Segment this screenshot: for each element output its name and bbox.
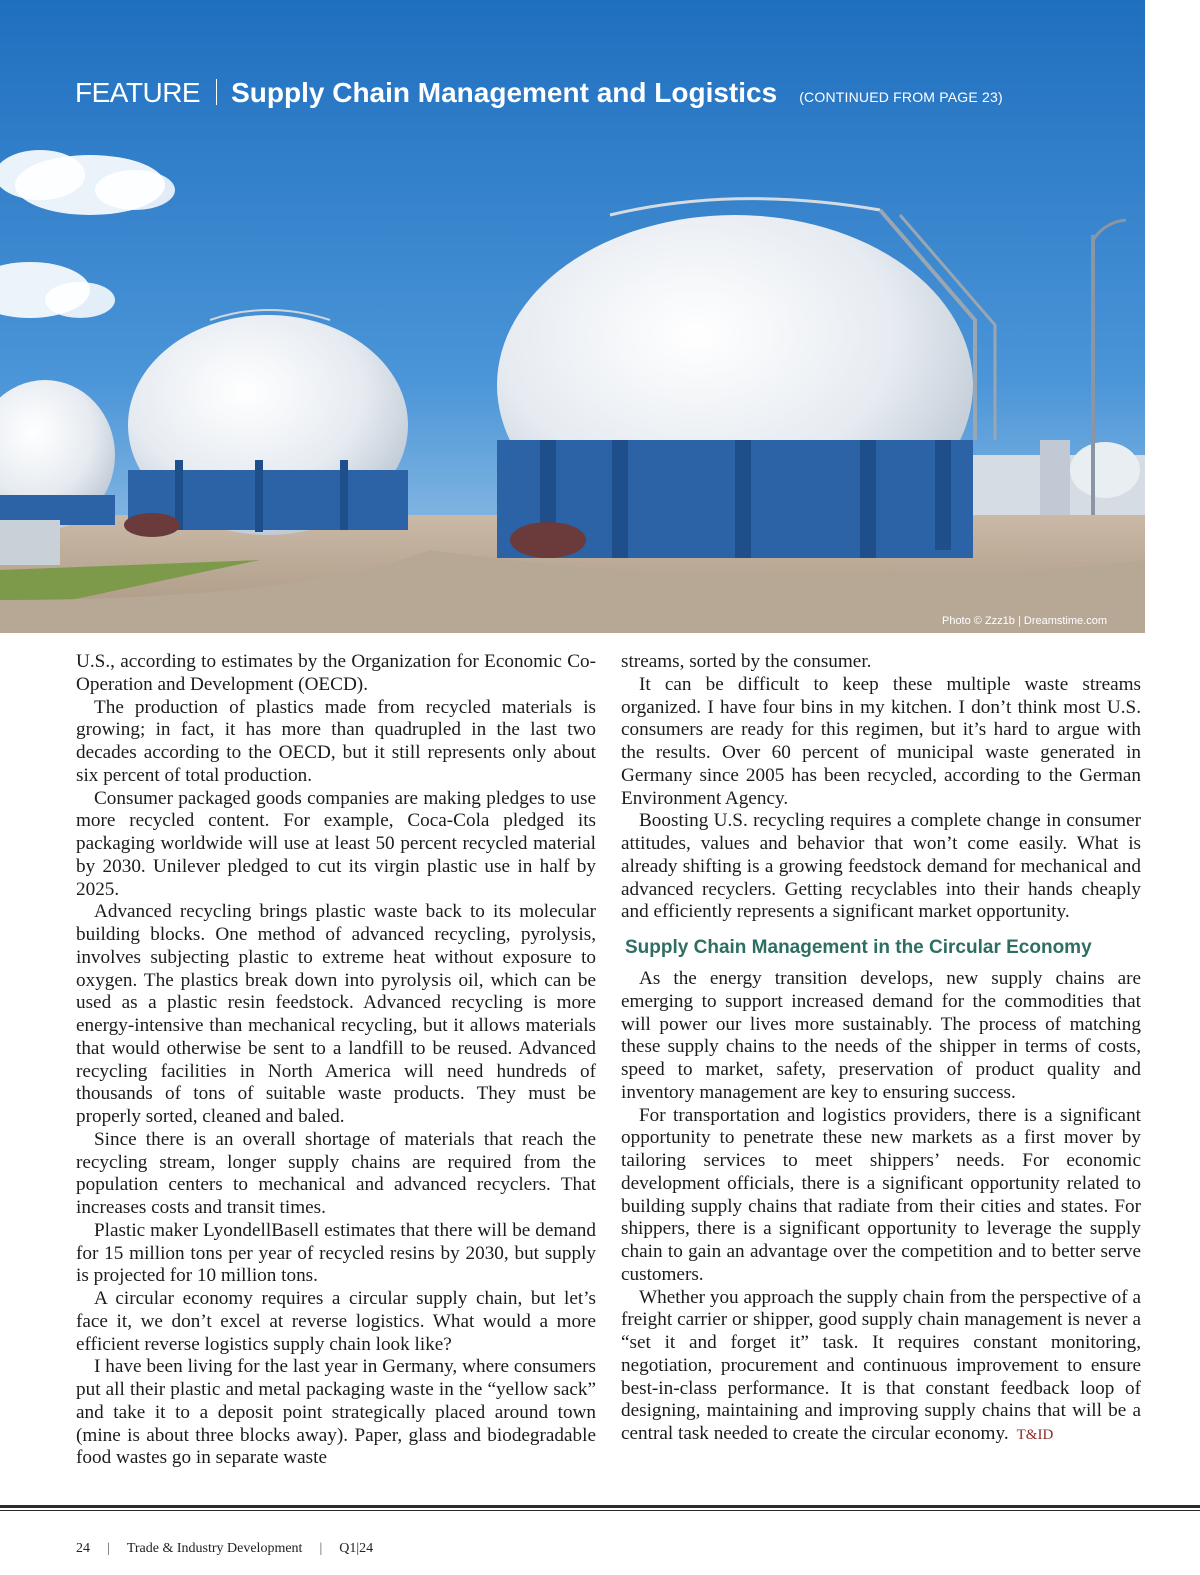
paragraph-text: Whether you approach the supply chain from the perspective of a freight carrier or shipper, good supply chain management is never a “set it and forget it” task. It requires constant monitoring, negotiation, procurement and continuous improvement to ensure best-in-class performance. It is that constant feedback loop of designing, maintaining and improving supply chains that will be a central task needed to create the circular economy. (621, 1286, 1141, 1444)
footer-rule-thin (0, 1510, 1200, 1511)
page-footer (76, 1541, 373, 1557)
paragraph: Advanced recycling brings plastic waste back to its molecular building blocks. One method of advanced recycling, pyrolysis, involves subjecting plastic to extreme heat without exposure to oxygen. The plastics break down into pyrolysis oil, which can be used as a plastic resin feedstock. Advanced recycling is more energy-intensive than mechanical recycling, but it allows materials that would otherwise be sent to a landfill to be reused. Advanced recycling facilities in North America will need hundreds of thousands of tons of suitable waste products. They must be properly sorted, cleaned and baled. (76, 901, 596, 1127)
paragraph: I have been living for the last year in Germany, where consumers put all their plastic and metal packaging waste in the “yellow sack” and take it to a deposit point strategically placed around town (mine is about three blocks away). Paper, glass and biodegradable food wastes go in separate waste (76, 1356, 596, 1469)
paragraph: A circular economy requires a circular supply chain, but let’s face it, we don’t excel at reverse logistics. What would a more efficient reverse logistics supply chain look like? (76, 1288, 596, 1355)
paragraph: The production of plastics made from recycled materials is growing; in fact, it has more than quadrupled in the last two decades according to the OECD, but it still represents only about six percent of total production. (76, 696, 596, 786)
section-subheading: Supply Chain Management in the Circular Economy (625, 937, 1092, 958)
left-column (76, 651, 596, 1470)
page-number: 24 (76, 1541, 90, 1556)
feature-title: Supply Chain Management and Logistics (231, 77, 778, 108)
continued-note: (CONTINUED FROM PAGE 23) (799, 89, 1003, 105)
right-column (621, 651, 1141, 1447)
paragraph: streams, sorted by the consumer. (621, 651, 872, 672)
section-kicker: FEATURE (75, 77, 201, 108)
paragraph: Plastic maker LyondellBasell estimates that there will be demand for 15 million tons per year of recycled resins by 2030, but supply is projected for 10 million tons. (76, 1219, 596, 1287)
footer-divider: | (107, 1541, 110, 1556)
feature-header (75, 76, 1003, 109)
footer-divider: | (319, 1541, 323, 1556)
publication-name: Trade & Industry Development (126, 1541, 303, 1556)
header-divider (216, 79, 217, 105)
paragraph: For transportation and logistics providers, there is a significant opportunity to penetrate these new markets as a first mover by tailoring services to meet shippers’ needs. For economic development officials, there is a significant opportunity related to building supply chains that radiate from their cities and states. For shippers, there is a significant opportunity to leverage the supply chain to gain an advantage over the competition and to better serve customers. (621, 1104, 1141, 1285)
photo-credit: Photo © Zzz1b | Dreamstime.com (941, 615, 1107, 627)
paragraph: Consumer packaged goods companies are making pledges to use more recycled content. For example, Coca-Cola pledged its packaging worldwide will use at least 50 percent recycled material by 2030. Unilever pledged to cut its virgin plastic use in half by 2025. (76, 787, 596, 900)
issue-label: Q1|24 (339, 1541, 374, 1556)
paragraph: Since there is an overall shortage of materials that reach the recycling stream, longer supply chains are required from the population centers to mechanical and advanced recyclers. That increases costs and transit times. (76, 1128, 596, 1218)
footer-rule (0, 1505, 1200, 1508)
paragraph: Boosting U.S. recycling requires a complete change in consumer attitudes, values and behavior that won’t come easily. What is already shifting is a growing feedstock demand for mechanical and advanced recyclers. Getting recyclables into their hands cheaply and efficiently represents a significant market opportunity. (621, 810, 1141, 923)
paragraph: As the energy transition develops, new supply chains are emerging to support increased demand for the commodities that will power our lives more sustainably. The process of matching these supply chains to the needs of the shipper in terms of costs, speed to market, safety, preservation of product quality and inventory management are key to ensuring success. (621, 968, 1141, 1103)
end-signoff-logo: T&ID (1016, 1427, 1054, 1443)
paragraph: U.S., according to estimates by the Organization for Economic Co-Operation and Development (OECD). (76, 651, 596, 695)
paragraph-final (621, 1287, 1141, 1447)
paragraph: It can be difficult to keep these multiple waste streams organized. I have four bins in my kitchen. I don’t think most U.S. consumers are ready for this regimen, but it’s hard to argue with the results. Over 60 percent of municipal waste generated in Germany since 2005 has been recycled, according to the German Environment Agency. (621, 673, 1141, 809)
hero-photo (0, 0, 1145, 633)
